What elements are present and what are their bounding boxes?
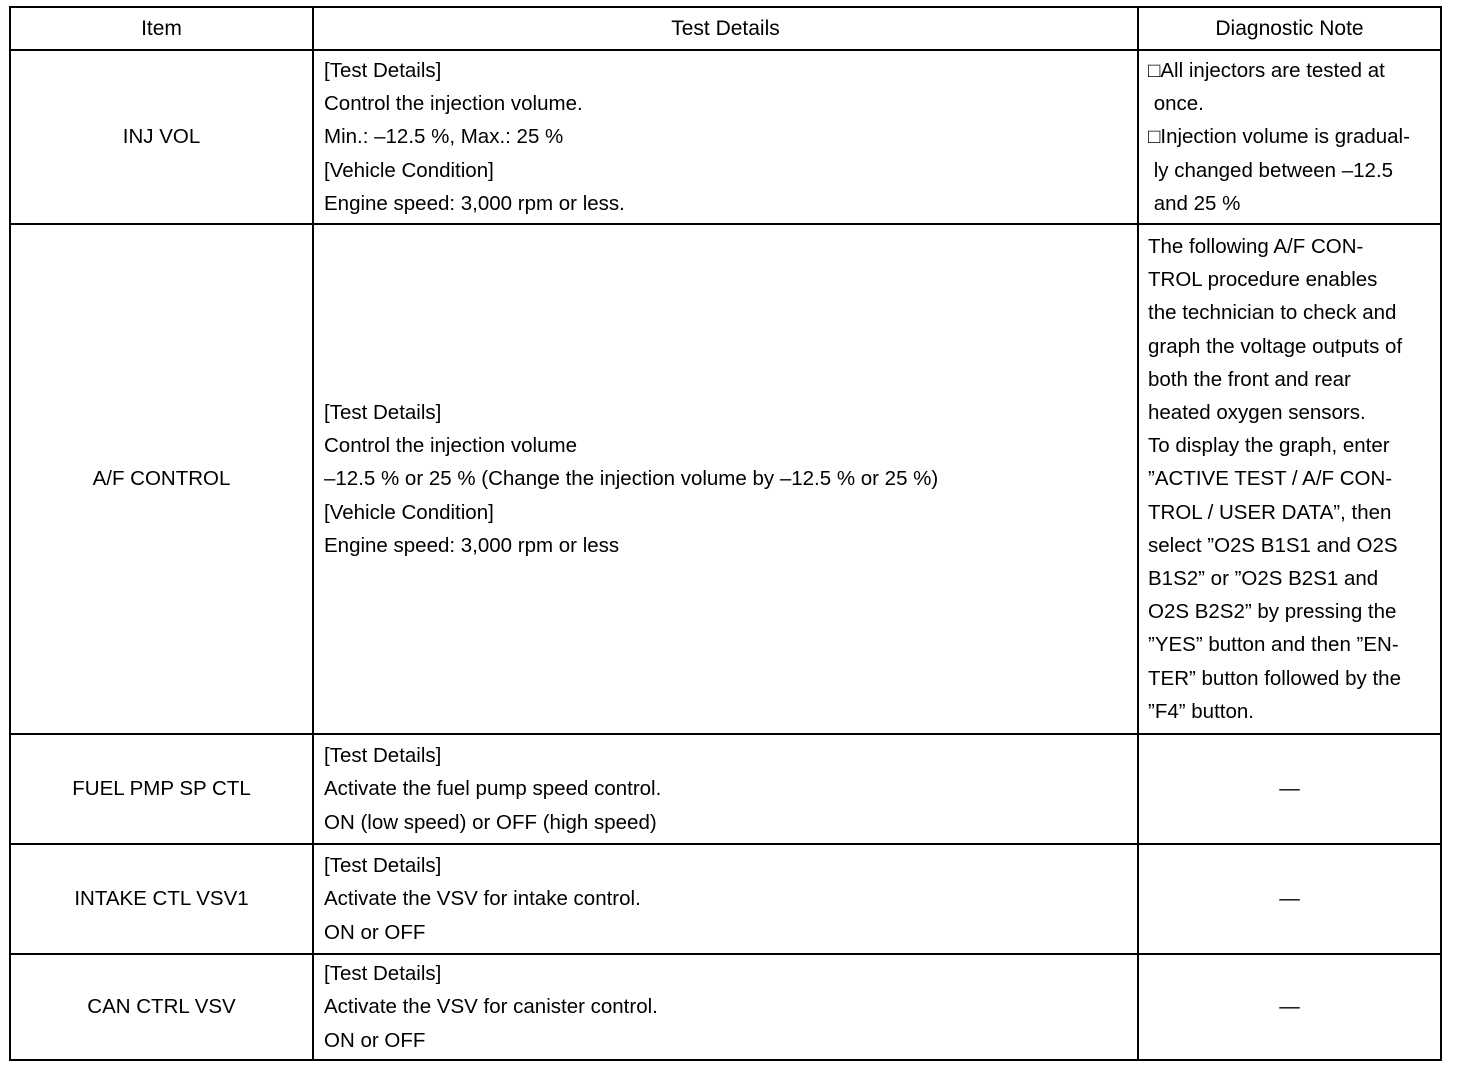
note-line: B1S2” or ”O2S B2S1 and [1148,567,1379,590]
test-details-line: Control the injection volume [324,434,577,458]
diagnostic-note-cell [1138,224,1441,734]
item-cell: A/F CONTROL [10,224,313,734]
test-details-line: Activate the VSV for intake control. [324,887,641,911]
note-line: To display the graph, enter [1148,434,1390,458]
note-line: the technician to check and [1148,301,1397,325]
test-details-line: Activate the fuel pump speed control. [324,777,662,801]
test-details-line: [Test Details] [324,400,442,424]
test-details-line: –12.5 % or 25 % (Change the injection volume by –12.5 % or 25 %) [324,467,939,491]
table-row [10,844,1441,954]
table-row [10,734,1441,844]
note-line: TER” button followed by the [1148,666,1401,690]
table-row [10,50,1441,224]
note-line: ”YES” button and then ”EN- [1148,633,1399,657]
test-details-line: [Test Details] [324,854,442,878]
diagnostic-note-cell [1138,954,1441,1060]
note-dash: — [1279,995,1300,1019]
note-line: select ”O2S B1S1 and O2S [1148,533,1398,557]
note-line: □Injection volume is gradual- [1148,125,1410,149]
table-row [10,954,1441,1060]
note-dash: — [1279,887,1300,911]
diagnostic-note-cell [1138,50,1441,224]
test-details-cell [313,50,1138,224]
test-details-cell [313,844,1138,954]
item-cell: CAN CTRL VSV [10,954,313,1060]
note-line: ly changed between –12.5 [1148,158,1394,182]
active-test-table [9,6,1442,1061]
diagnostic-note-cell [1138,734,1441,844]
diagnostic-note-cell [1138,844,1441,954]
item-cell: FUEL PMP SP CTL [10,734,313,844]
header-item: Item [10,7,313,50]
test-details-line: [Vehicle Condition] [324,158,494,182]
note-line: both the front and rear [1148,367,1351,391]
test-details-line: ON (low speed) or OFF (high speed) [324,810,657,834]
note-line: The following A/F CON- [1148,234,1364,258]
note-line: □All injectors are tested at [1148,58,1385,82]
note-dash: — [1279,777,1300,801]
test-details-line: Activate the VSV for canister control. [324,995,658,1019]
note-line: graph the voltage outputs of [1148,334,1403,358]
item-cell: INJ VOL [10,50,313,224]
note-line: ”F4” button. [1148,699,1254,723]
test-details-cell [313,954,1138,1060]
note-line: once. [1148,92,1204,116]
test-details-line: ON or OFF [324,920,426,944]
item-cell: INTAKE CTL VSV1 [10,844,313,954]
note-line: heated oxygen sensors. [1148,400,1366,424]
note-line: ”ACTIVE TEST / A/F CON- [1148,467,1393,491]
header-diagnostic-note: Diagnostic Note [1138,7,1441,50]
table-row [10,224,1441,734]
test-details-line: [Test Details] [324,744,442,768]
header-row [10,7,1441,50]
test-details-line: Control the injection volume. [324,92,583,116]
note-line: O2S B2S2” by pressing the [1148,600,1397,624]
test-details-line: Engine speed: 3,000 rpm or less. [324,191,625,215]
note-line: and 25 % [1148,191,1241,215]
test-details-line: Engine speed: 3,000 rpm or less [324,533,620,557]
note-line: TROL procedure enables [1148,268,1378,292]
test-details-cell [313,734,1138,844]
test-details-line: [Test Details] [324,58,442,82]
test-details-line: ON or OFF [324,1028,426,1052]
header-test-details: Test Details [313,7,1138,50]
test-details-line: [Vehicle Condition] [324,500,494,524]
test-details-line: [Test Details] [324,962,442,986]
test-details-cell [313,224,1138,734]
note-line: TROL / USER DATA”, then [1148,500,1392,524]
test-details-line: Min.: –12.5 %, Max.: 25 % [324,125,564,149]
